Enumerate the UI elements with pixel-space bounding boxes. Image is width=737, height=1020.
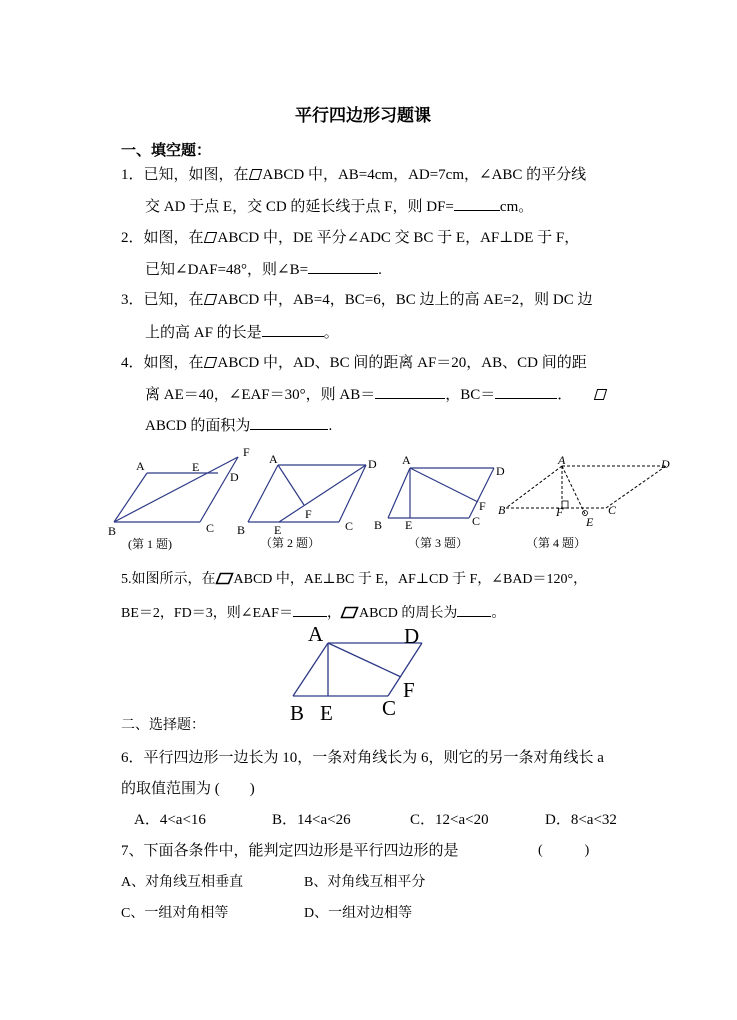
- answer-blank-q2[interactable]: [308, 259, 378, 274]
- q1-text-a: 1．已知，如图，在: [121, 167, 249, 183]
- fig3-label-c: C: [472, 514, 481, 528]
- fig2-segment-ab: [248, 465, 278, 522]
- q1-text-d: cm。: [499, 199, 534, 215]
- q3-text-a: 3．已知，在: [121, 292, 204, 308]
- fig3-segment-af: [410, 468, 478, 502]
- q5-text-d: ，: [326, 606, 341, 621]
- fig3-label-d: D: [496, 464, 505, 478]
- q5-text-f: 。: [491, 606, 506, 621]
- fig1-label-d: D: [230, 470, 239, 484]
- fig4-label-c: C: [608, 503, 617, 517]
- fig4-caption: （第 4 题）: [526, 536, 587, 550]
- section-heading-multiple-choice: 二、选择题：: [121, 718, 205, 733]
- fig1-caption: (第 1 题): [128, 537, 172, 551]
- question-3-line-2: [145, 322, 339, 343]
- fig3-label-b: B: [374, 518, 383, 532]
- question-4-line-3: [145, 415, 332, 436]
- fig5-segment-af: [328, 643, 401, 677]
- fig3-segment-ab: [388, 468, 410, 518]
- parallelogram-icon: [341, 607, 358, 618]
- fig2-label-c: C: [345, 519, 354, 533]
- q5-text-b: ABCD 中，AE⊥BC 于 E，AF⊥CD 于 F，∠BAD＝120°，: [233, 572, 588, 587]
- fig1-label-e: E: [192, 460, 200, 474]
- question-4-line-1: [121, 353, 587, 373]
- parallelogram-icon: [204, 294, 217, 305]
- fig2-segment-af: [278, 465, 304, 505]
- fig2-label-e: E: [274, 523, 282, 537]
- fig2-label-b: B: [237, 523, 246, 537]
- fig3-label-a: A: [402, 453, 411, 467]
- answer-blank-q5-angle[interactable]: [293, 602, 327, 617]
- q3-text-d: 。: [323, 325, 339, 341]
- fig3-label-e: E: [405, 518, 413, 532]
- q1-text-b: ABCD 中，AB=4cm，AD=7cm，∠ABC 的平分线: [262, 167, 587, 183]
- q7-option-b[interactable]: B、对角线互相平分: [304, 875, 426, 890]
- q4-text-b: ABCD 中，AD、BC 间的距离 AF＝20，AB、CD 间的距: [217, 355, 587, 371]
- q4-text-c: 离 AE＝40，∠EAF＝30°，则 AB＝: [145, 387, 376, 403]
- parallelogram-icon: [204, 232, 217, 243]
- fig1-label-b: B: [108, 524, 117, 538]
- fig4-label-a: A: [558, 453, 566, 467]
- q2-text-c: 已知∠DAF=48°，则∠B=: [145, 262, 309, 278]
- answer-blank-q4-ab[interactable]: [375, 384, 445, 399]
- q4-text-a: 4．如图，在: [121, 355, 204, 371]
- fig5-label-a: A: [308, 622, 324, 646]
- question-2-line-2: [145, 259, 382, 280]
- fig4-segment-cd: [606, 466, 666, 508]
- figure-4: [494, 440, 684, 555]
- fig3-label-f: F: [479, 499, 486, 513]
- question-1-line-1: [121, 165, 586, 185]
- question-7-answer-paren[interactable]: ( ): [538, 843, 590, 858]
- fig4-label-d: D: [661, 457, 670, 471]
- q3-text-c: 上的高 AF 的长是: [145, 325, 262, 341]
- fig5-label-b: B: [290, 701, 305, 725]
- fig2-label-a: A: [269, 452, 278, 466]
- parallelogram-icon: [216, 573, 233, 584]
- q4-text-e: ．: [557, 387, 573, 403]
- question-5-line-1: [121, 570, 587, 590]
- q6-option-d[interactable]: D．8<a<32: [545, 812, 617, 828]
- q4-text-g: .: [328, 418, 333, 434]
- q3-text-b: ABCD 中，AB=4，BC=6，BC 边上的高 AE=2，则 DC 边: [217, 292, 593, 308]
- question-6-line-1: 6．平行四边形一边长为 10，一条对角线长为 6，则它的另一条对角线长 a: [121, 750, 604, 766]
- q6-option-b[interactable]: B．14<a<26: [272, 812, 351, 828]
- question-1-line-2: [145, 196, 533, 217]
- q5-text-e: ABCD 的周长为: [358, 606, 458, 621]
- fig4-label-f: F: [556, 505, 564, 519]
- figure-2: [234, 440, 384, 555]
- fig3-caption: （第 3 题）: [408, 536, 469, 550]
- q5-text-a: 5.如图所示，在: [121, 572, 216, 587]
- fig5-label-f: F: [403, 678, 415, 702]
- q7-option-a[interactable]: A、对角线互相垂直: [121, 875, 244, 890]
- fig2-label-f: F: [305, 507, 312, 521]
- fig5-label-d: D: [404, 624, 420, 648]
- answer-blank-q4-area[interactable]: [250, 415, 328, 430]
- fig4-label-e: E: [586, 515, 594, 529]
- figure-5: [280, 620, 440, 725]
- fig5-label-c: C: [382, 696, 397, 720]
- q6-option-a[interactable]: A．4<a<16: [134, 812, 206, 828]
- page-title: 平行四边形习题课: [295, 106, 431, 125]
- fig2-label-d: D: [368, 457, 377, 471]
- fig4-segment-ab: [506, 466, 562, 508]
- parallelogram-icon: [594, 389, 607, 400]
- fig1-segment-ab: [114, 473, 147, 522]
- answer-blank-q1[interactable]: [454, 196, 500, 211]
- q1-text-c: 交 AD 于点 E，交 CD 的延长线于点 F，则 DF=: [145, 199, 454, 215]
- q6-option-c[interactable]: C．12<a<20: [410, 812, 489, 828]
- answer-blank-q4-bc[interactable]: [495, 384, 557, 399]
- q2-text-a: 2．如图，在: [121, 230, 204, 246]
- fig1-label-f: F: [243, 445, 250, 459]
- question-4-line-2: [145, 384, 608, 405]
- fig1-label-c: C: [206, 521, 215, 535]
- q4-text-d: ，BC＝: [445, 387, 496, 403]
- q4-text-f: ABCD 的面积为: [145, 418, 251, 434]
- parallelogram-icon: [204, 357, 217, 368]
- answer-blank-q5-perimeter[interactable]: [457, 602, 491, 617]
- fig2-caption: （第 2 题）: [260, 536, 321, 550]
- fig1-label-a: A: [136, 459, 145, 473]
- question-7-stem: 7、下面各条件中，能判定四边形是平行四边形的是: [121, 843, 459, 859]
- question-6-line-2: 的取值范围为 ( ): [121, 781, 255, 797]
- question-2-line-1: [121, 228, 579, 248]
- fig5-segment-ab: [293, 643, 328, 696]
- q2-text-b: ABCD 中，DE 平分∠ADC 交 BC 于 E，AF⊥DE 于 F，: [217, 230, 580, 246]
- q7-option-d[interactable]: D、一组对边相等: [304, 906, 413, 921]
- section-heading-fill-blank: 一、填空题：: [121, 143, 212, 159]
- q7-option-c[interactable]: C、一组对角相等: [121, 906, 229, 921]
- q2-text-d: .: [378, 262, 382, 278]
- question-3-line-1: [121, 290, 593, 310]
- fig5-label-e: E: [320, 701, 333, 725]
- parallelogram-icon: [249, 169, 262, 180]
- answer-blank-q3[interactable]: [262, 322, 324, 337]
- fig4-label-b: B: [498, 503, 506, 517]
- q5-text-c: BE＝2，FD＝3，则∠EAF＝: [121, 606, 293, 621]
